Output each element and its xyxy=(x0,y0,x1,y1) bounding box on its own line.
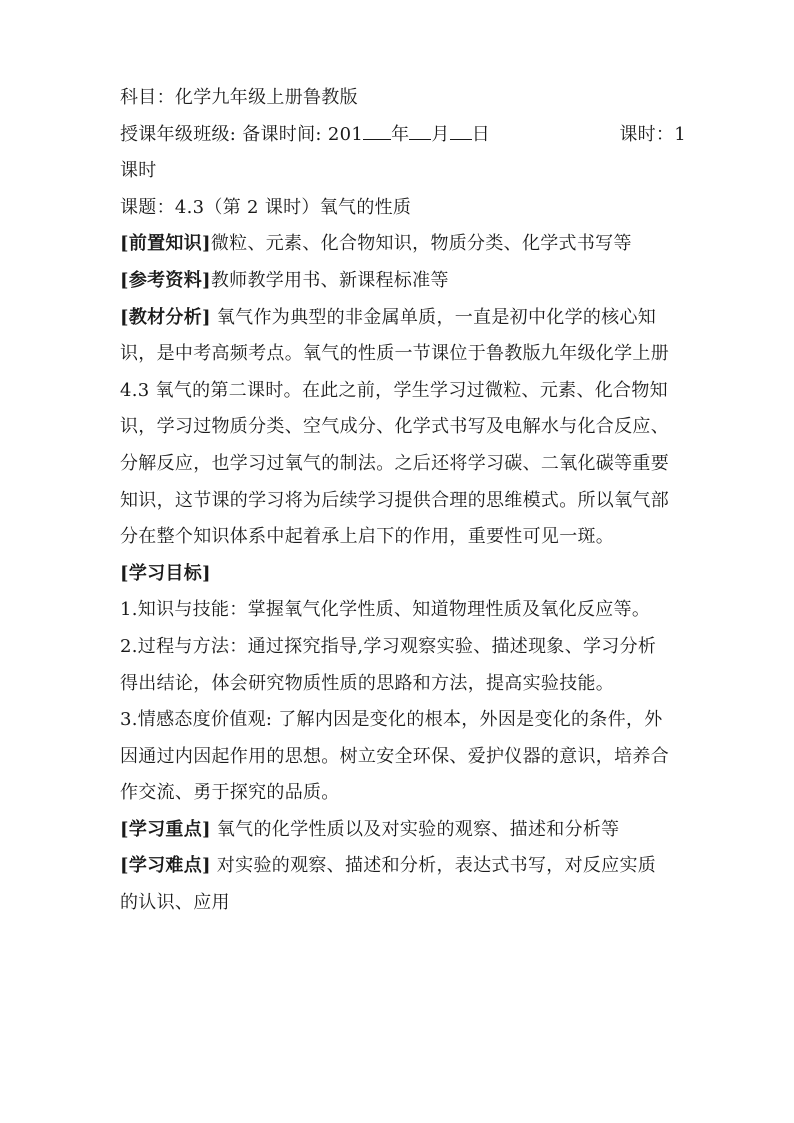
lesson-hours-label: 课时： xyxy=(619,123,675,145)
lesson-hours-wrap: 课时 xyxy=(120,160,157,182)
reference-line xyxy=(120,263,686,300)
day-blank xyxy=(450,120,472,140)
lesson-hours xyxy=(619,117,686,154)
key-points-line xyxy=(120,812,686,849)
objective-line-1: 1.知识与技能：掌握氧气化学性质、知道物理性质及氧化反应等。 xyxy=(120,599,651,621)
year-prefix: 201 xyxy=(327,123,364,145)
objective-line-6: 作交流、勇于探究的品质。 xyxy=(120,782,340,804)
objective-line-4: 3.情感态度价值观: 了解内因是变化的根本，外因是变化的条件，外 xyxy=(120,709,663,731)
analysis-line-5: 分解反应，也学习过氧气的制法。之后还将学习碳、二氧化碳等重要 xyxy=(120,452,669,474)
analysis-line-7: 分在整个知识体系中起着承上启下的作用，重要性可见一斑。 xyxy=(120,526,615,548)
analysis-line-6: 知识，这节课的学习将为后续学习提供合理的思维模式。所以氧气部 xyxy=(120,489,669,511)
difficulties-line-1 xyxy=(120,848,686,885)
objective-line-2: 2.过程与方法：通过探究指导,学习观察实验、描述现象、学习分析 xyxy=(120,635,657,657)
year-blank xyxy=(363,120,391,140)
reference-label: [参考资料] xyxy=(120,269,211,291)
objective-line-5: 因通过内因起作用的思想。树立安全环保、爱护仪器的意识，培养合 xyxy=(120,745,669,767)
class-time-left xyxy=(120,117,490,154)
subject-line: 科目：化学九年级上册鲁教版 xyxy=(120,87,358,108)
analysis-line-3: 4.3 氧气的第二课时。在此之前，学生学习过微粒、元素、化合物知 xyxy=(120,379,668,401)
analysis-line-2: 识，是中考高频考点。氧气的性质一节课位于鲁教版九年级化学上册 xyxy=(120,343,669,365)
analysis-label: [教材分析] xyxy=(120,306,211,328)
class-time-line xyxy=(120,117,686,154)
grade-label: 授课年级班级: xyxy=(120,123,237,145)
objective-line-3: 得出结论，体会研究物质性质的思路和方法，提高实验技能。 xyxy=(120,672,615,694)
difficulties-line-2: 的认识、应用 xyxy=(120,892,230,914)
prerequisite-text: 微粒、元素、化合物知识，物质分类、化学式书写等 xyxy=(210,233,632,255)
analysis-line-4: 识，学习过物质分类、空气成分、化学式书写及电解水与化合反应、 xyxy=(120,416,669,438)
difficulties-text-1: 对实验的观察、描述和分析，表达式书写，对反应实质 xyxy=(210,855,657,877)
year-suffix: 年 xyxy=(391,123,410,145)
month-blank xyxy=(409,120,431,140)
topic-line: 课题：4.3（第 2 课时）氧气的性质 xyxy=(120,196,412,218)
month-suffix: 月 xyxy=(431,123,450,145)
reference-text: 教师教学用书、新课程标准等 xyxy=(210,269,449,291)
lesson-plan-document xyxy=(120,80,686,922)
objectives-heading: [学习目标] xyxy=(120,562,211,584)
analysis-text-1: 氧气作为典型的非金属单质，一直是初中化学的核心知 xyxy=(210,306,657,328)
difficulties-label: [学习难点] xyxy=(120,855,211,877)
prep-time-label: 备课时间: xyxy=(242,123,322,145)
lesson-hours-value: 1 xyxy=(674,123,686,145)
key-points-label: [学习重点] xyxy=(120,818,211,840)
analysis-line-1 xyxy=(120,300,686,337)
prerequisite-label: [前置知识] xyxy=(120,233,211,255)
key-points-text: 氧气的化学性质以及对实验的观察、描述和分析等 xyxy=(210,818,620,840)
prerequisite-line xyxy=(120,226,686,263)
day-suffix: 日 xyxy=(471,123,491,145)
